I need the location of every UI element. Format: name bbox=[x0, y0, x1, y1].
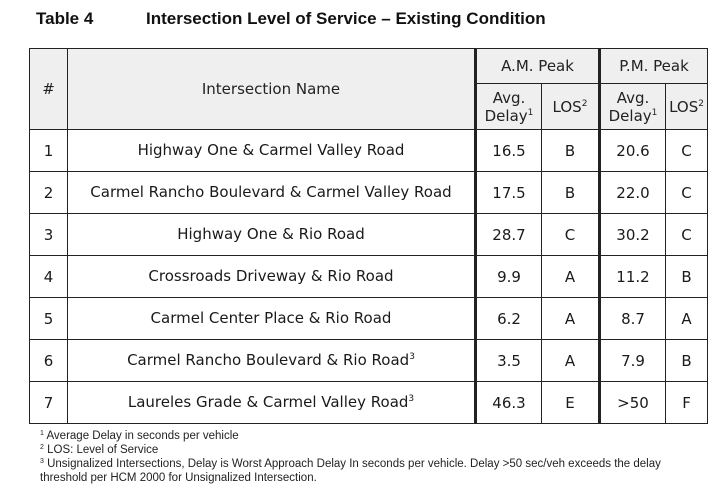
row-number: 5 bbox=[30, 298, 68, 340]
table-row bbox=[30, 130, 708, 172]
table-title: Intersection Level of Service – Existing Condition bbox=[146, 9, 546, 28]
footnotes bbox=[40, 429, 710, 485]
pm-los: C bbox=[666, 172, 708, 214]
col-header-pm-peak: P.M. Peak bbox=[600, 49, 708, 84]
col-header-number: # bbox=[30, 49, 68, 130]
table-row bbox=[30, 382, 708, 424]
am-delay: 3.5 bbox=[476, 340, 542, 382]
footnote-ref: 2 bbox=[581, 98, 588, 109]
pm-delay: 7.9 bbox=[600, 340, 666, 382]
footnote-ref: 3 bbox=[408, 394, 415, 404]
intersection-name: Carmel Rancho Boulevard & Rio Road$^3$ bbox=[68, 340, 476, 382]
table-row bbox=[30, 298, 708, 340]
row-number: 4 bbox=[30, 256, 68, 298]
am-delay: 9.9 bbox=[476, 256, 542, 298]
footnote-ref: 2 bbox=[698, 98, 704, 109]
col-header-am-los bbox=[542, 84, 600, 130]
col-header-am-avg-delay bbox=[476, 84, 542, 130]
pm-delay: 30.2 bbox=[600, 214, 666, 256]
table-caption bbox=[36, 9, 546, 29]
avg-label: Avg. bbox=[616, 88, 650, 107]
am-los: B bbox=[542, 172, 600, 214]
am-los: E bbox=[542, 382, 600, 424]
pm-los: C bbox=[666, 214, 708, 256]
los-label: LOS bbox=[552, 97, 582, 116]
col-header-pm-avg-delay bbox=[600, 84, 666, 130]
am-delay: 17.5 bbox=[476, 172, 542, 214]
row-number: 7 bbox=[30, 382, 68, 424]
table-row bbox=[30, 256, 708, 298]
intersection-name: Highway One & Rio Road bbox=[68, 214, 476, 256]
footnote: $^2$ LOS: Level of Service bbox=[40, 444, 159, 456]
pm-delay: 20.6 bbox=[600, 130, 666, 172]
am-delay: 6.2 bbox=[476, 298, 542, 340]
am-los: A bbox=[542, 340, 600, 382]
pm-los: A bbox=[666, 298, 708, 340]
table-row bbox=[30, 172, 708, 214]
pm-delay: 22.0 bbox=[600, 172, 666, 214]
col-header-am-peak: A.M. Peak bbox=[476, 49, 600, 84]
am-delay: 16.5 bbox=[476, 130, 542, 172]
footnote: $^3$ Unsignalized Intersections, Delay is Worst Approach Delay In seconds per vehicle. Delay >50 sec/veh exceeds the delay threshold per HCM 2000 for Unsignalized Intersection. bbox=[40, 458, 661, 484]
pm-los: C bbox=[666, 130, 708, 172]
am-los: C bbox=[542, 214, 600, 256]
footnote-ref: 1 bbox=[527, 107, 534, 118]
am-delay: 28.7 bbox=[476, 214, 542, 256]
footnote-ref: 1 bbox=[651, 107, 658, 118]
intersection-name: Laureles Grade & Carmel Valley Road$^3$ bbox=[68, 382, 476, 424]
intersection-name: Crossroads Driveway & Rio Road bbox=[68, 256, 476, 298]
footnote-ref: 3 bbox=[409, 352, 415, 362]
pm-delay: 11.2 bbox=[600, 256, 666, 298]
pm-delay: >50 bbox=[600, 382, 666, 424]
footnote: $^1$ Average Delay in seconds per vehicle bbox=[40, 430, 239, 442]
table-row bbox=[30, 340, 708, 382]
pm-los: B bbox=[666, 256, 708, 298]
intersection-name: Highway One & Carmel Valley Road bbox=[68, 130, 476, 172]
intersection-name: Carmel Center Place & Rio Road bbox=[68, 298, 476, 340]
am-los: A bbox=[542, 298, 600, 340]
table-row bbox=[30, 214, 708, 256]
row-number: 6 bbox=[30, 340, 68, 382]
delay-label: Delay bbox=[484, 106, 528, 125]
row-number: 2 bbox=[30, 172, 68, 214]
intersection-name: Carmel Rancho Boulevard & Carmel Valley Road bbox=[68, 172, 476, 214]
delay-label: Delay bbox=[608, 106, 652, 125]
am-los: B bbox=[542, 130, 600, 172]
am-delay: 46.3 bbox=[476, 382, 542, 424]
level-of-service-table bbox=[29, 48, 708, 424]
pm-los: F bbox=[666, 382, 708, 424]
table-number: Table 4 bbox=[36, 9, 94, 28]
col-header-pm-los bbox=[666, 84, 708, 130]
los-label: LOS bbox=[669, 97, 699, 116]
am-los: A bbox=[542, 256, 600, 298]
col-header-intersection-name: Intersection Name bbox=[68, 49, 476, 130]
row-number: 1 bbox=[30, 130, 68, 172]
avg-label: Avg. bbox=[492, 88, 526, 107]
row-number: 3 bbox=[30, 214, 68, 256]
pm-los: B bbox=[666, 340, 708, 382]
pm-delay: 8.7 bbox=[600, 298, 666, 340]
